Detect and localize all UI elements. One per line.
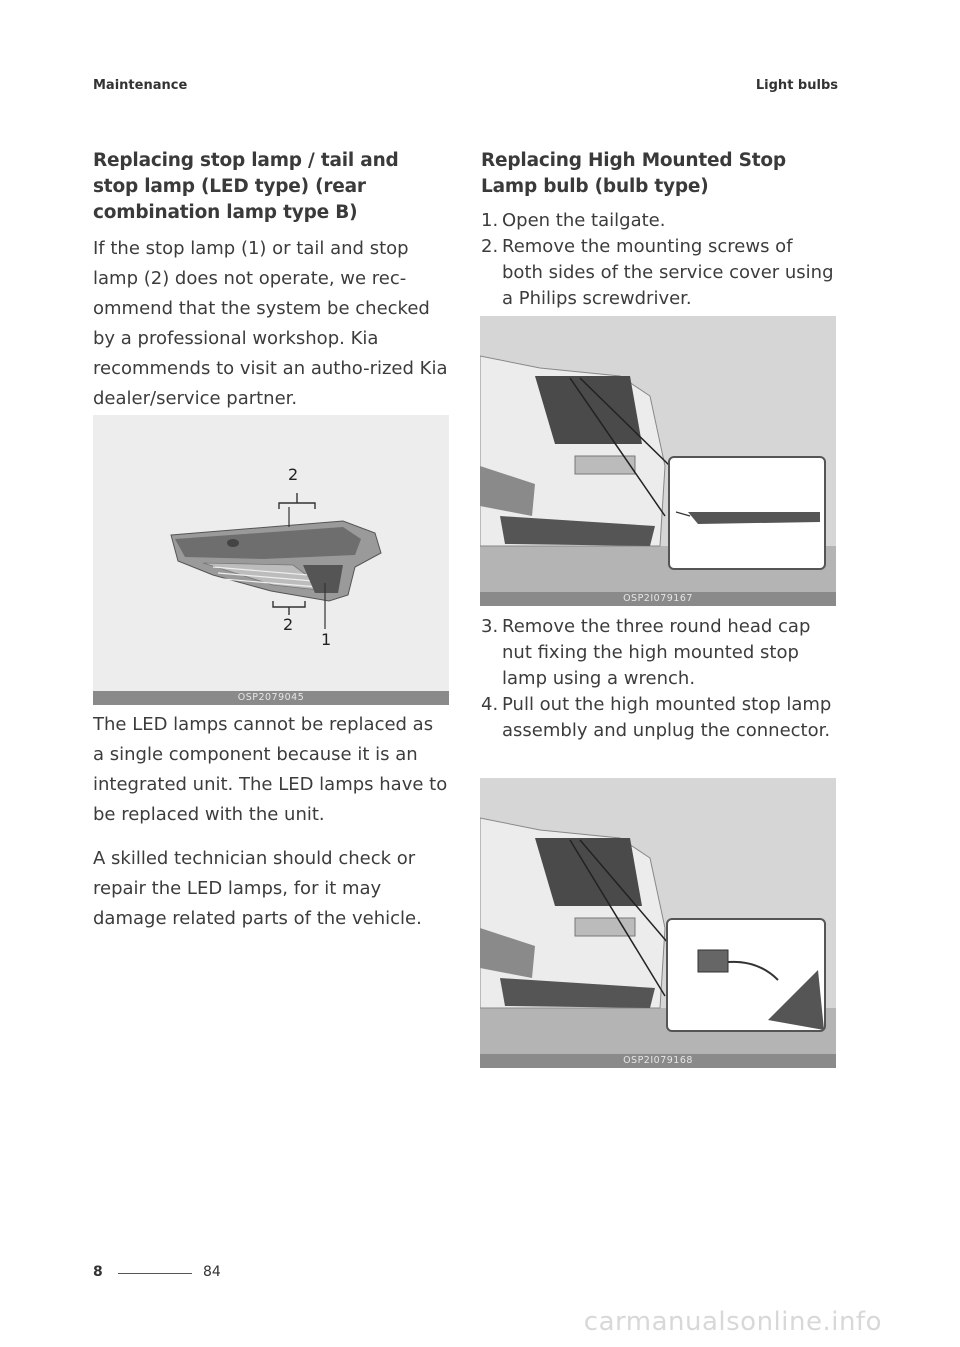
rear-combination-lamp-illustration bbox=[93, 415, 449, 705]
header-topic: Light bulbs bbox=[755, 78, 838, 93]
figure-code: OSP2I079167 bbox=[480, 592, 836, 606]
steps-list-a bbox=[481, 208, 837, 312]
figure-tailgate-service-cover bbox=[480, 316, 836, 606]
left-column-lower bbox=[93, 710, 449, 948]
figure-code: OSP2079045 bbox=[93, 691, 449, 705]
right-column bbox=[481, 148, 837, 312]
figure-rear-combination-lamp bbox=[93, 415, 449, 705]
callout-2-bottom: 2 bbox=[283, 615, 294, 634]
footer-divider bbox=[118, 1273, 192, 1274]
figure-lamp-connector bbox=[480, 778, 836, 1068]
step-item: 4. Pull out the high mounted stop lamp assembly and unplug the connector. bbox=[481, 694, 832, 741]
left-heading: Replacing stop lamp / tail and stop lamp (LED type) (rear combination lamp type B) bbox=[93, 150, 399, 223]
step-item: 1. Open the tailgate. bbox=[481, 210, 666, 231]
chapter-number: 8 bbox=[93, 1264, 103, 1280]
inset-high-mounted-stop-lamp bbox=[668, 456, 826, 570]
step-item: 3. Remove the three round head cap nut fixing the high mounted stop lamp using a wrench. bbox=[481, 616, 811, 689]
right-heading: Replacing High Mounted Stop Lamp bulb (bulb type) bbox=[481, 150, 786, 197]
left-paragraph-2: The LED lamps cannot be replaced as a single component because it is an integrated unit. The LED lamps have to be replaced with the unit. bbox=[93, 714, 448, 825]
step-item: 2. Remove the mounting screws of both sides of the service cover using a Philips screwdriver. bbox=[481, 236, 834, 309]
header-section: Maintenance bbox=[93, 78, 188, 93]
page-number: 84 bbox=[203, 1264, 221, 1280]
callout-1: 1 bbox=[321, 630, 332, 649]
callout-2-top: 2 bbox=[288, 465, 299, 484]
watermark: carmanualsonline.info bbox=[583, 1307, 882, 1337]
left-column bbox=[93, 148, 449, 428]
inset-connector bbox=[666, 918, 826, 1032]
figure-code: OSP2I079168 bbox=[480, 1054, 836, 1068]
left-paragraph-1: If the stop lamp (1) or tail and stop lamp (2) does not operate, we rec-ommend that the system be checked by a professional workshop. Kia recommends to visit an autho-rized Kia dealer/service partner. bbox=[93, 238, 448, 409]
right-column-mid bbox=[481, 614, 837, 744]
left-paragraph-3: A skilled technician should check or repair the LED lamps, for it may damage related parts of the vehicle. bbox=[93, 848, 422, 929]
steps-list-b bbox=[481, 614, 837, 744]
